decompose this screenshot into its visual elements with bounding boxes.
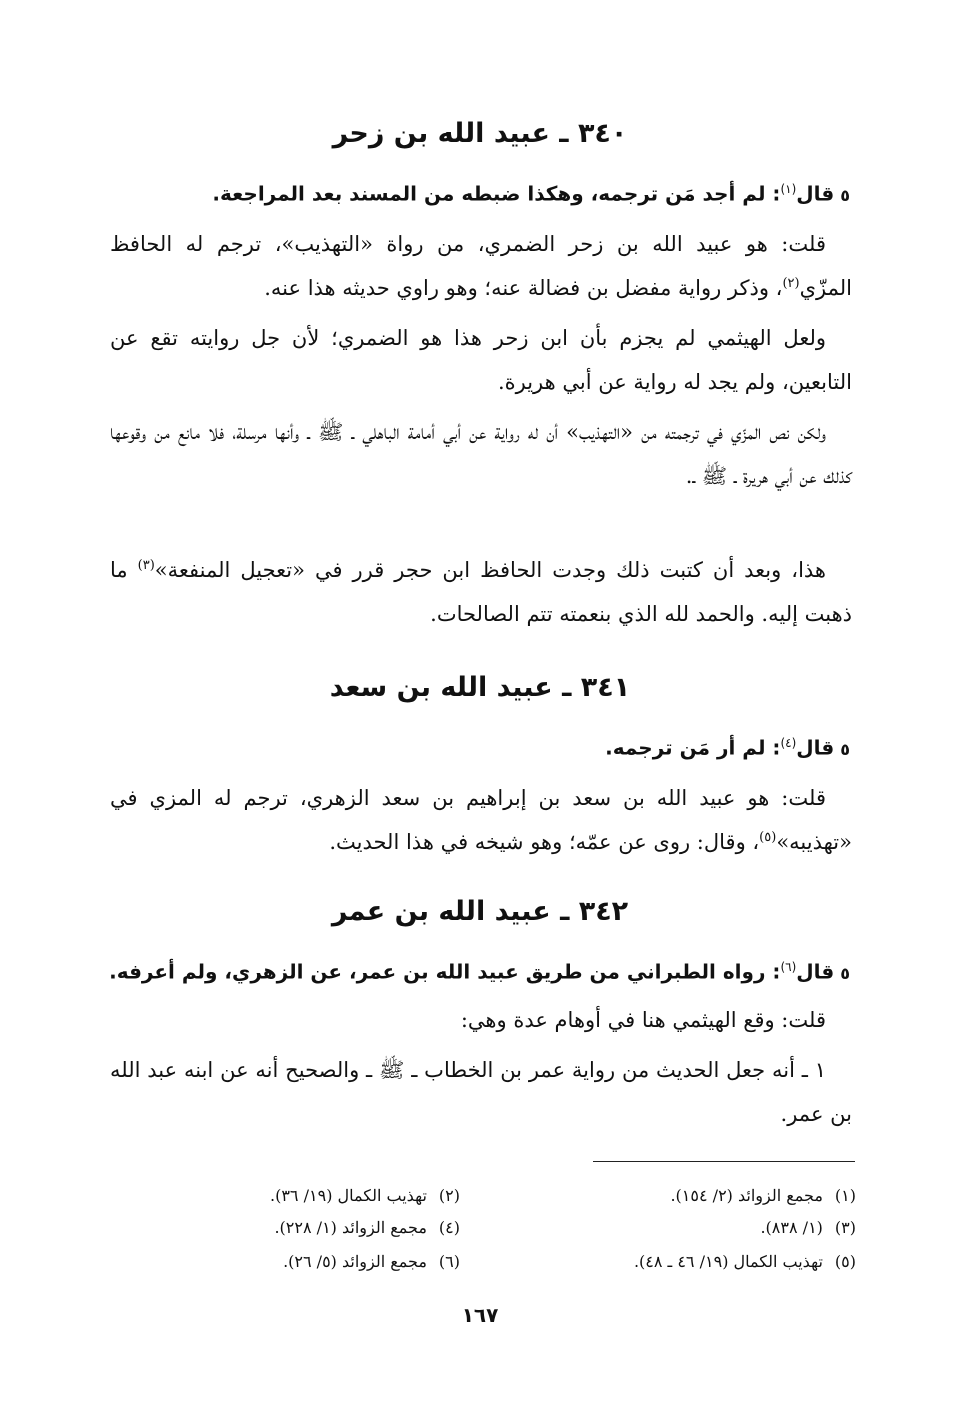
paragraph-341-1: [110, 776, 852, 864]
paragraph-text: ما ذهبت إليه. والحمد لله الذي بنعمته تتم الصالحات.: [110, 558, 852, 626]
footnote-3: [556, 1212, 856, 1244]
section-heading-340: ٣٤٠ ـ عبيد الله بن زحر: [332, 118, 628, 149]
footnote-separator: [593, 1161, 855, 1162]
footnote-number: (٥): [834, 1252, 856, 1271]
paragraph-text: قلت: وقع الهيثمي هنا في أوهام عدة وهي:: [460, 1008, 826, 1032]
footnote-number: (٣): [834, 1218, 856, 1237]
paragraph-340-2: [110, 316, 852, 404]
paragraph-text: ولعل الهيثمي لم يجزم بأن ابن زحر هذا هو الضمري؛ لأن جل روايته تقع عن التابعين، ولم يجد له رواية عن أبي هريرة.: [110, 326, 852, 394]
paragraph-340-4: [110, 548, 852, 636]
footnote-text: مجمع الزوائد (٥/ ٢٦).: [283, 1252, 427, 1271]
section-heading-342: ٣٤٢ ـ عبيد الله بن عمر: [331, 896, 629, 927]
footnote-ref: (٢): [782, 276, 800, 291]
footnote-ref: (٦): [780, 960, 797, 974]
footnote-text: مجمع الزوائد (٢/ ١٥٤).: [670, 1186, 823, 1205]
footnote-number: (٢): [438, 1186, 460, 1205]
paragraph-342-2: [110, 1048, 852, 1136]
paragraph-text: قلت: هو عبيد الله بن زحر الضمري، من رواة «التهذيب»، ترجم له الحافظ المزّي: [110, 232, 852, 300]
footnote-ref: (٥): [759, 830, 777, 845]
footnote-number: (٦): [438, 1252, 460, 1271]
footnote-text: مجمع الزوائد (١/ ٢٢٨).: [274, 1218, 427, 1237]
circle-mark-icon: ٥: [840, 185, 850, 205]
footnote-number: (١): [834, 1186, 856, 1205]
paragraph-340-1: [110, 222, 852, 310]
paragraph-text: ولكن نص المزّي في ترجمته من «التهذيب» أن له رواية عن أبي أمامة الباهلي ـ ﷺ ـ وأنها مرسلة، فلا مانع من وقوعها كذلك عن أبي هريرة ـ ﷺ ـ.: [110, 420, 852, 488]
footnote-text: (١/ ٨٣٨).: [760, 1218, 823, 1237]
paragraph-text: ، وذكر رواية مفضل بن فضالة عنه؛ وهو راوي حديثه هذا عنه.: [264, 276, 783, 300]
paragraph-text: ١ ـ أنه جعل الحديث من رواية عمر بن الخطاب ـ ﷺ ـ والصحيح أنه عن ابنه عبد الله بن عمر.: [110, 1058, 852, 1126]
qal-word: قال: [796, 181, 835, 206]
footnote-1: [556, 1180, 856, 1212]
circle-mark-icon: ٥: [840, 739, 850, 759]
paragraph-342-1: [110, 998, 852, 1042]
footnote-number: (٤): [438, 1218, 460, 1237]
page-number: ١٦٧: [461, 1303, 499, 1327]
qal-line-341: [110, 728, 850, 765]
section-heading-341: ٣٤١ ـ عبيد الله بن سعد: [329, 672, 631, 703]
qal-text: : لم أجد مَن ترجمه، وهكذا ضبطه من المسند بعد المراجعة.: [212, 181, 781, 206]
footnote-text: تهذيب الكمال (١٩/ ٣٦).: [270, 1186, 427, 1205]
footnote-4: [160, 1212, 460, 1244]
qal-text: : رواه الطبراني من طريق عبيد الله بن عمر، عن الزهري، ولم أعرفه.: [109, 959, 781, 984]
footnote-6: [160, 1246, 460, 1278]
paragraph-text: قلت: هو عبيد الله بن سعد بن إبراهيم بن سعد الزهري، ترجم له المزي في «تهذيبه»: [110, 786, 852, 854]
qal-text: : لم أر مَن ترجمه.: [605, 735, 781, 760]
footnote-ref: (٤): [780, 736, 797, 750]
footnote-text: تهذيب الكمال (١٩/ ٤٦ ـ ٤٨).: [633, 1252, 823, 1271]
qal-line-342: [110, 952, 850, 989]
qal-word: قال: [796, 735, 835, 760]
footnote-ref: (٣): [137, 558, 155, 573]
paragraph-text: ، وقال: روى عن عمّه؛ وهو شيخه في هذا الحديث.: [329, 830, 760, 854]
qal-word: قال: [796, 959, 835, 984]
circle-mark-icon: ٥: [840, 963, 850, 983]
paragraph-text: هذا، وبعد أن كتبت ذلك وجدت الحافظ ابن حجر قرر في «تعجيل المنفعة»: [154, 558, 827, 582]
qal-line-340: [110, 174, 850, 211]
footnote-5: [556, 1246, 856, 1278]
footnote-ref: (١): [780, 182, 797, 196]
footnote-2: [160, 1180, 460, 1212]
paragraph-340-3: [110, 410, 852, 498]
